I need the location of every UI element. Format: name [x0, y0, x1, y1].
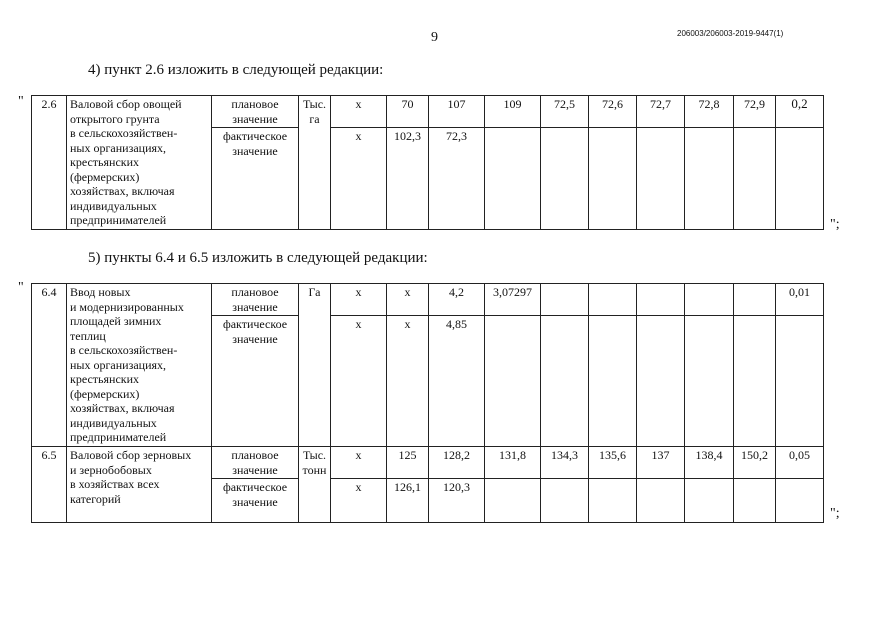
- unit: Га: [299, 284, 331, 447]
- table-row: [32, 447, 824, 479]
- value-cell: [734, 316, 776, 447]
- value-cell: 72,6: [589, 96, 637, 128]
- fact-label: фактическое значение: [212, 128, 299, 230]
- section-heading-5: 5) пункты 6.4 и 6.5 изложить в следующей редакции:: [88, 250, 428, 266]
- value-cell: 4,2: [429, 284, 485, 316]
- value-cell: 0,2: [776, 96, 824, 128]
- plan-label: плановое значение: [212, 284, 299, 316]
- plan-label: плановое значение: [212, 96, 299, 128]
- value-cell: [589, 284, 637, 316]
- table-row: [32, 284, 824, 316]
- value-cell: [685, 479, 734, 523]
- open-quote: ": [18, 94, 24, 109]
- indicator-name: Валовой сбор зерновых и зернобобовых в хозяйствах всех категорий: [67, 447, 212, 523]
- value-cell: [485, 479, 541, 523]
- open-quote: ": [18, 280, 24, 295]
- table-items-6-4-6-5: [31, 283, 824, 523]
- value-cell: 109: [485, 96, 541, 128]
- plan-label: плановое значение: [212, 447, 299, 479]
- value-cell: х: [331, 316, 387, 447]
- value-cell: 128,2: [429, 447, 485, 479]
- value-cell: 131,8: [485, 447, 541, 479]
- value-cell: х: [387, 284, 429, 316]
- value-cell: [541, 479, 589, 523]
- value-cell: 72,8: [685, 96, 734, 128]
- value-cell: [637, 479, 685, 523]
- value-cell: [685, 284, 734, 316]
- table-item-2-6: [31, 95, 824, 230]
- value-cell: 70: [387, 96, 429, 128]
- value-cell: [589, 316, 637, 447]
- value-cell: 102,3: [387, 128, 429, 230]
- value-cell: [734, 479, 776, 523]
- value-cell: 72,5: [541, 96, 589, 128]
- item-number: 2.6: [32, 96, 67, 230]
- value-cell: 125: [387, 447, 429, 479]
- item-number: 6.4: [32, 284, 67, 447]
- value-cell: х: [331, 447, 387, 479]
- value-cell: 150,2: [734, 447, 776, 479]
- value-cell: [541, 284, 589, 316]
- section-heading-4: 4) пункт 2.6 изложить в следующей редакции:: [88, 62, 384, 78]
- value-cell: [541, 128, 589, 230]
- value-cell: 4,85: [429, 316, 485, 447]
- unit: Тыс. тонн: [299, 447, 331, 523]
- value-cell: 72,7: [637, 96, 685, 128]
- value-cell: [776, 479, 824, 523]
- value-cell: 135,6: [589, 447, 637, 479]
- value-cell: [637, 284, 685, 316]
- value-cell: 107: [429, 96, 485, 128]
- close-quote: ";: [830, 506, 840, 521]
- value-cell: [734, 284, 776, 316]
- value-cell: 137: [637, 447, 685, 479]
- value-cell: [685, 128, 734, 230]
- indicator-name: Ввод новых и модернизированных площадей зимних теплиц в сельскохозяйствен- ных организациях, крестьянских (фермерских) хозяйствах, включая индивидуальных предпринимателей: [67, 284, 212, 447]
- fact-label: фактическое значение: [212, 316, 299, 447]
- value-cell: [485, 316, 541, 447]
- value-cell: [734, 128, 776, 230]
- fact-label: фактическое значение: [212, 479, 299, 523]
- value-cell: 0,01: [776, 284, 824, 316]
- value-cell: [589, 479, 637, 523]
- value-cell: 3,07297: [485, 284, 541, 316]
- page-number: 9: [431, 30, 438, 45]
- value-cell: [776, 128, 824, 230]
- item-number: 6.5: [32, 447, 67, 523]
- unit: Тыс. га: [299, 96, 331, 230]
- value-cell: [541, 316, 589, 447]
- value-cell: 134,3: [541, 447, 589, 479]
- value-cell: [485, 128, 541, 230]
- value-cell: [685, 316, 734, 447]
- value-cell: 0,05: [776, 447, 824, 479]
- value-cell: х: [331, 128, 387, 230]
- value-cell: х: [331, 284, 387, 316]
- value-cell: 120,3: [429, 479, 485, 523]
- value-cell: 72,9: [734, 96, 776, 128]
- value-cell: х: [387, 316, 429, 447]
- value-cell: 138,4: [685, 447, 734, 479]
- value-cell: 126,1: [387, 479, 429, 523]
- value-cell: [637, 128, 685, 230]
- indicator-name: Валовой сбор овощей открытого грунта в сельскохозяйствен- ных организациях, крестьянских (фермерских) хозяйствах, включая индивидуальных предпринимателей: [67, 96, 212, 230]
- value-cell: х: [331, 479, 387, 523]
- table-row: [32, 96, 824, 128]
- value-cell: 72,3: [429, 128, 485, 230]
- close-quote: ";: [830, 217, 840, 232]
- value-cell: [637, 316, 685, 447]
- value-cell: х: [331, 96, 387, 128]
- document-number: 206003/206003-2019-9447(1): [677, 29, 784, 38]
- value-cell: [589, 128, 637, 230]
- value-cell: [776, 316, 824, 447]
